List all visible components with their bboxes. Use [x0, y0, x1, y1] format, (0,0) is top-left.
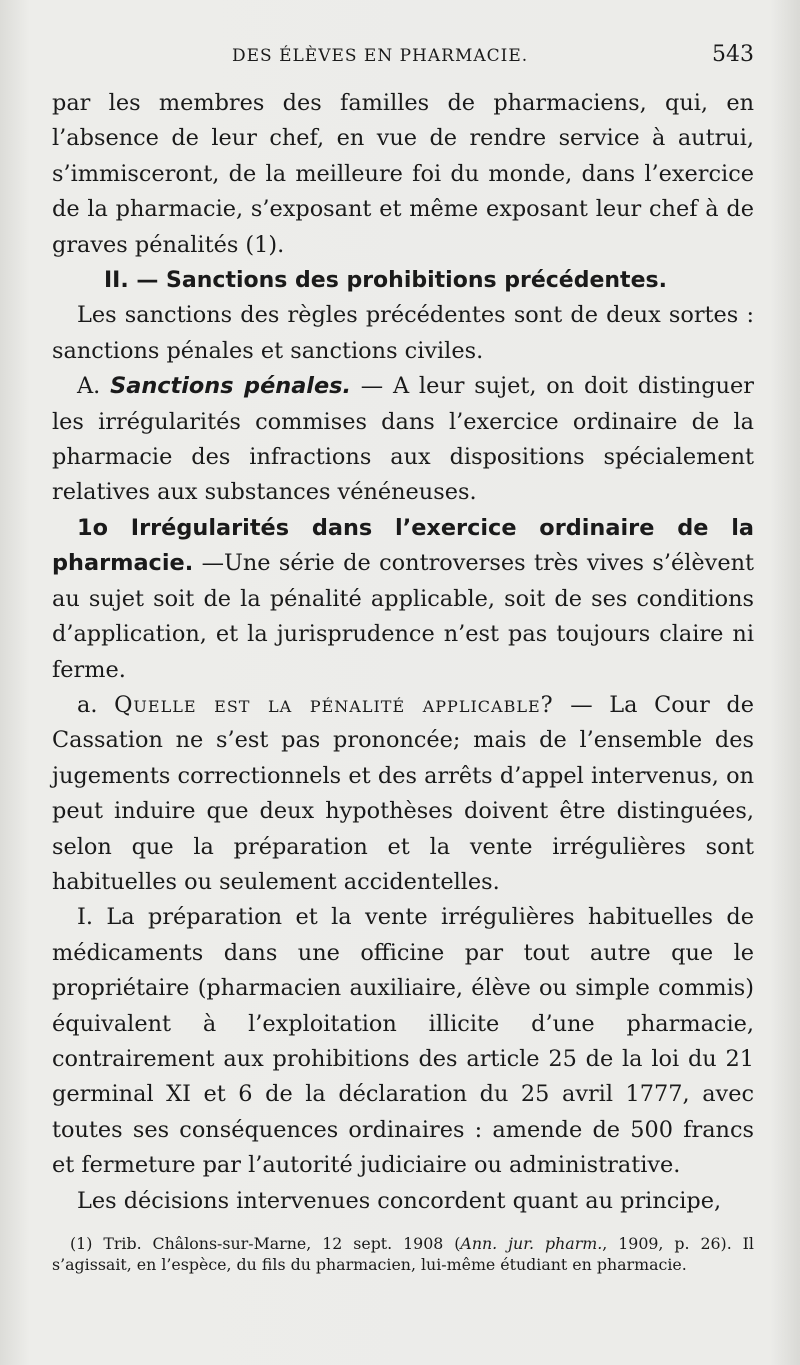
paragraph-sanctions-penales	[52, 369, 754, 511]
subsection-title-sanctions-penales: Sanctions pénales.	[110, 373, 351, 400]
footnote-text: (1) Trib. Châlons-sur-Marne, 12 sept. 1908 (	[70, 1234, 461, 1253]
subsection-title-penalite: Quelle est la pénalité applicable?	[114, 691, 554, 718]
paragraph-text: —Une série de controverses très vives s’élèvent au sujet soit de la pénalité applicable, soit de ses conditions d’application, et la jurisprudence n’est pas toujours claire ni ferme.	[52, 550, 754, 683]
footnote-text: , 1909, p. 26). Il s’agissait, en l’espèce, du fils du pharmacien, lui-même étudiant en pharmacie.	[52, 1234, 754, 1274]
footnote-1	[52, 1233, 754, 1275]
paragraph-penalite-applicable	[52, 688, 754, 900]
paragraph-text: — A leur sujet, on doit distinguer les irrégularités commises dans l’exercice ordinaire de la pharmacie des infractions aux dispositions spécialement relatives aux substances vénéneuses.	[52, 373, 754, 506]
paragraph-decisions: Les décisions intervenues concordent quant au principe,	[77, 1187, 722, 1214]
page-header	[52, 40, 754, 76]
subsection-letter-a: a.	[77, 691, 98, 718]
main-text	[52, 86, 754, 1219]
footnotes	[52, 1233, 754, 1275]
paragraph-continuation: par les membres des familles de pharmaciens, qui, en l’absence de leur chef, en vue de rendre service à autrui, s’immisceront, de la meilleure foi du monde, dans l’exercice de la pharmacie, s’exposant et même exposant leur chef à de graves pénalités (1).	[52, 90, 754, 258]
running-head: DES ÉLÈVES EN PHARMACIE.	[232, 46, 529, 66]
footnote-citation: Ann. jur. pharm.	[460, 1234, 603, 1253]
section-heading-II: II. — Sanctions des prohibitions précédentes.	[104, 268, 667, 294]
subsection-letter-A: A.	[77, 373, 101, 400]
paragraph-sanctions-intro: Les sanctions des règles précédentes sont de deux sortes : sanctions pénales et sanctions civiles.	[52, 302, 754, 364]
page-number: 543	[712, 42, 754, 67]
paragraph-habituelles: I. La préparation et la vente irrégulières habituelles de médicaments dans une officine par tout autre que le propriétaire (pharmacien auxiliaire, élève ou simple commis) équivalent à l’exploitation illicite d’une pharmacie, contrairement aux prohibitions des article 25 de la loi du 21 germinal XI et 6 de la déclaration du 25 avril 1777, avec toutes ses conséquences ordinaires : amende de 500 francs et fermeture par l’autorité judiciaire ou administrative.	[52, 904, 754, 1179]
paragraph-text: — La Cour de Cassation ne s’est pas prononcée; mais de l’ensemble des jugements correctionnels et des arrêts d’appel intervenus, on peut induire que deux hypothèses doivent être distinguées, selon que la préparation et la vente irrégulières sont habituelles ou seulement accidentelles.	[52, 691, 754, 895]
subsection-title-irregularites: 1o Irrégularités dans l’exercice ordinaire de la pharmacie.	[52, 514, 754, 577]
paragraph-irregularites	[52, 511, 754, 688]
